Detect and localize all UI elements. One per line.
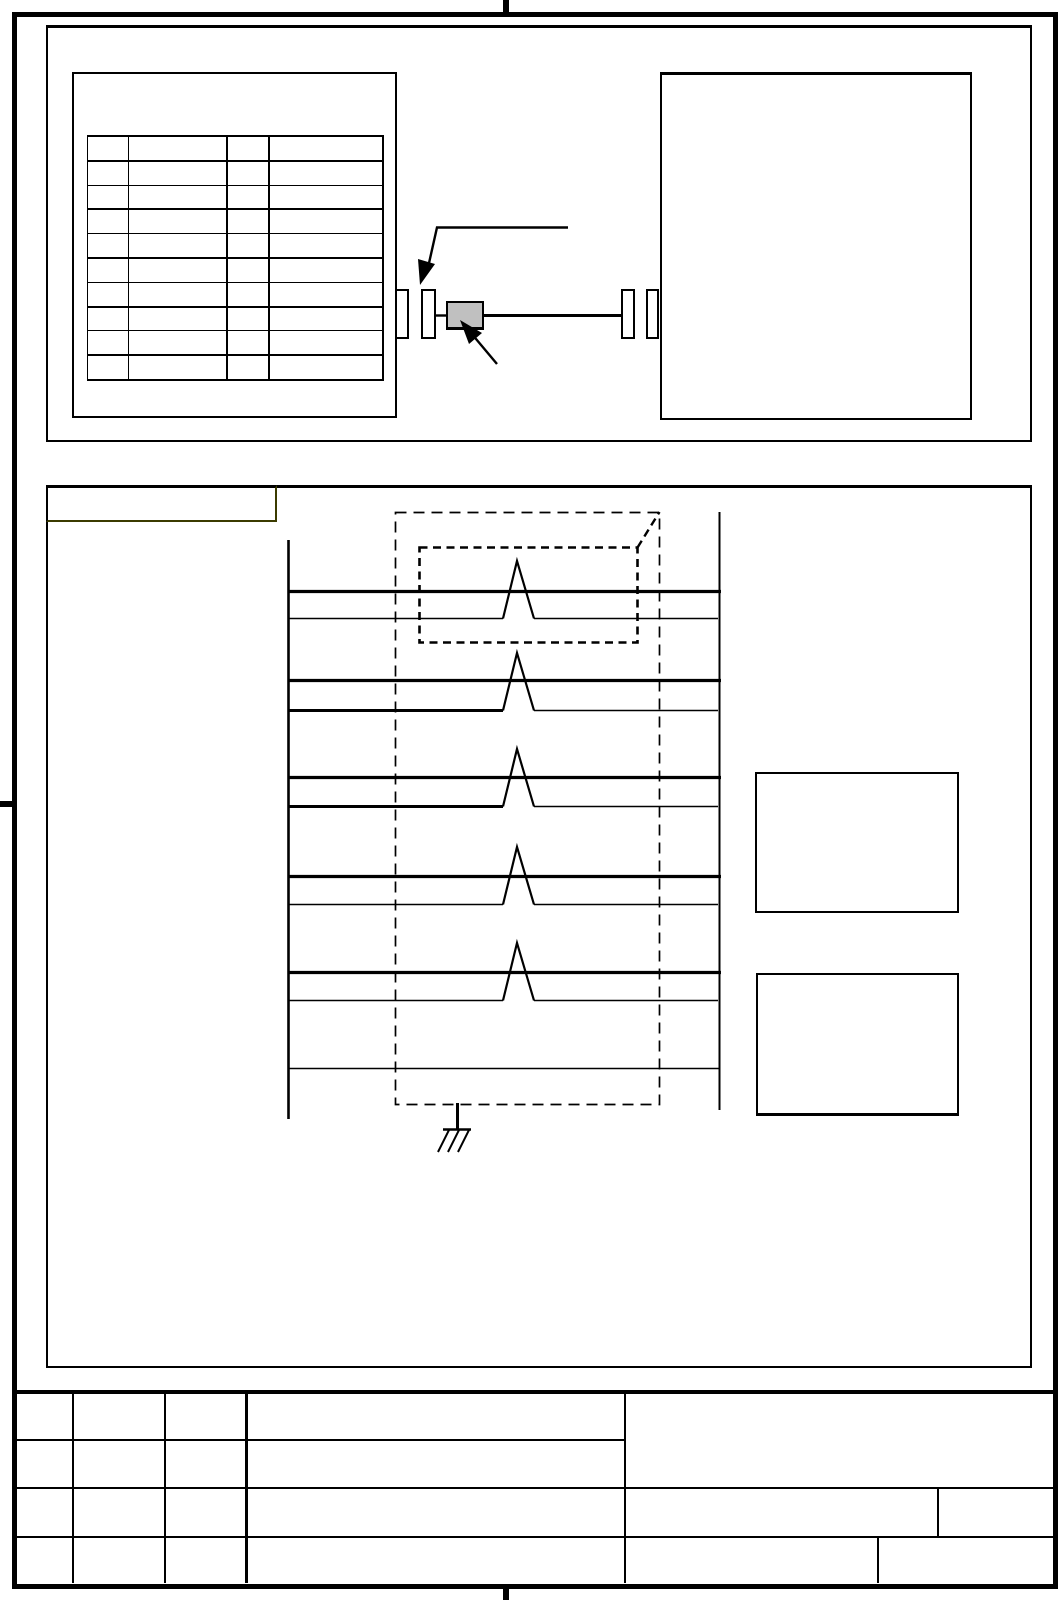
pin-table-row (88, 355, 383, 380)
pin-table-cell (227, 282, 269, 306)
pin-table-cell (129, 161, 227, 185)
pin-table-cell (88, 331, 129, 355)
pin-table-cell (269, 234, 383, 258)
pin-table-cell (269, 185, 383, 209)
pin-table-cell (88, 209, 129, 233)
pin-table-row (88, 209, 383, 233)
pin-table-cell (129, 282, 227, 306)
pin-table-header-row (88, 136, 383, 161)
pin-table-cell (227, 355, 269, 380)
title-block-row-line (17, 1439, 625, 1441)
pin-table-cell (129, 258, 227, 282)
title-block-row-line (17, 1487, 1053, 1489)
title-block-field-divider (937, 1488, 939, 1537)
pin-table-row (88, 258, 383, 282)
title-block-row-line (17, 1536, 1053, 1538)
pin-table-cell (269, 258, 383, 282)
pin-table-row (88, 234, 383, 258)
pin-table-cell (129, 234, 227, 258)
pin-table-cell (227, 331, 269, 355)
pin-table-cell (88, 161, 129, 185)
title-block-field-divider (877, 1537, 879, 1583)
pin-table-cell (88, 185, 129, 209)
schematic-panel (46, 485, 1032, 1368)
right-device-box (660, 72, 972, 420)
title-block-column-line (624, 1392, 626, 1583)
title-block-top-border (12, 1390, 1057, 1394)
pin-table-row (88, 161, 383, 185)
pin-table-cell (88, 307, 129, 331)
pin-table-cell (88, 234, 129, 258)
pin-table-cell (129, 136, 227, 161)
pin-table-cell (88, 355, 129, 380)
connector-contact-4 (646, 289, 659, 339)
pin-table-row (88, 185, 383, 209)
pin-table-cell (88, 258, 129, 282)
note-box-upper (755, 772, 959, 913)
pin-table-cell (227, 307, 269, 331)
pin-table-cell (129, 209, 227, 233)
pin-table-cell (227, 136, 269, 161)
title-block-column-line (245, 1392, 248, 1583)
pin-table-row (88, 331, 383, 355)
title-block-column-line (72, 1392, 74, 1583)
pin-table-cell (88, 136, 129, 161)
pin-table-cell (269, 331, 383, 355)
pin-table (87, 135, 384, 381)
pin-table-cell (227, 258, 269, 282)
pin-table-cell (227, 185, 269, 209)
connector-contact-1 (395, 289, 409, 339)
inline-component (446, 301, 484, 330)
pin-table-cell (129, 185, 227, 209)
pin-table-cell (269, 209, 383, 233)
title-block-column-line (164, 1392, 166, 1583)
pin-table-cell (227, 209, 269, 233)
pin-table-cell (269, 282, 383, 306)
pin-table-cell (269, 355, 383, 380)
pin-table-row (88, 282, 383, 306)
label-callout-box (46, 485, 277, 522)
pin-table-cell (269, 307, 383, 331)
pin-table-cell (129, 331, 227, 355)
pin-table-cell (129, 355, 227, 380)
pin-table-cell (227, 161, 269, 185)
connector-contact-2 (421, 289, 436, 339)
pin-table-cell (269, 136, 383, 161)
note-box-lower (756, 973, 959, 1116)
pin-table-row (88, 307, 383, 331)
fold-mark-bottom (503, 1588, 509, 1600)
connector-contact-3 (621, 289, 635, 339)
pin-table-cell (129, 307, 227, 331)
pin-table-cell (227, 234, 269, 258)
pin-table-cell (269, 161, 383, 185)
pin-table-cell (88, 282, 129, 306)
